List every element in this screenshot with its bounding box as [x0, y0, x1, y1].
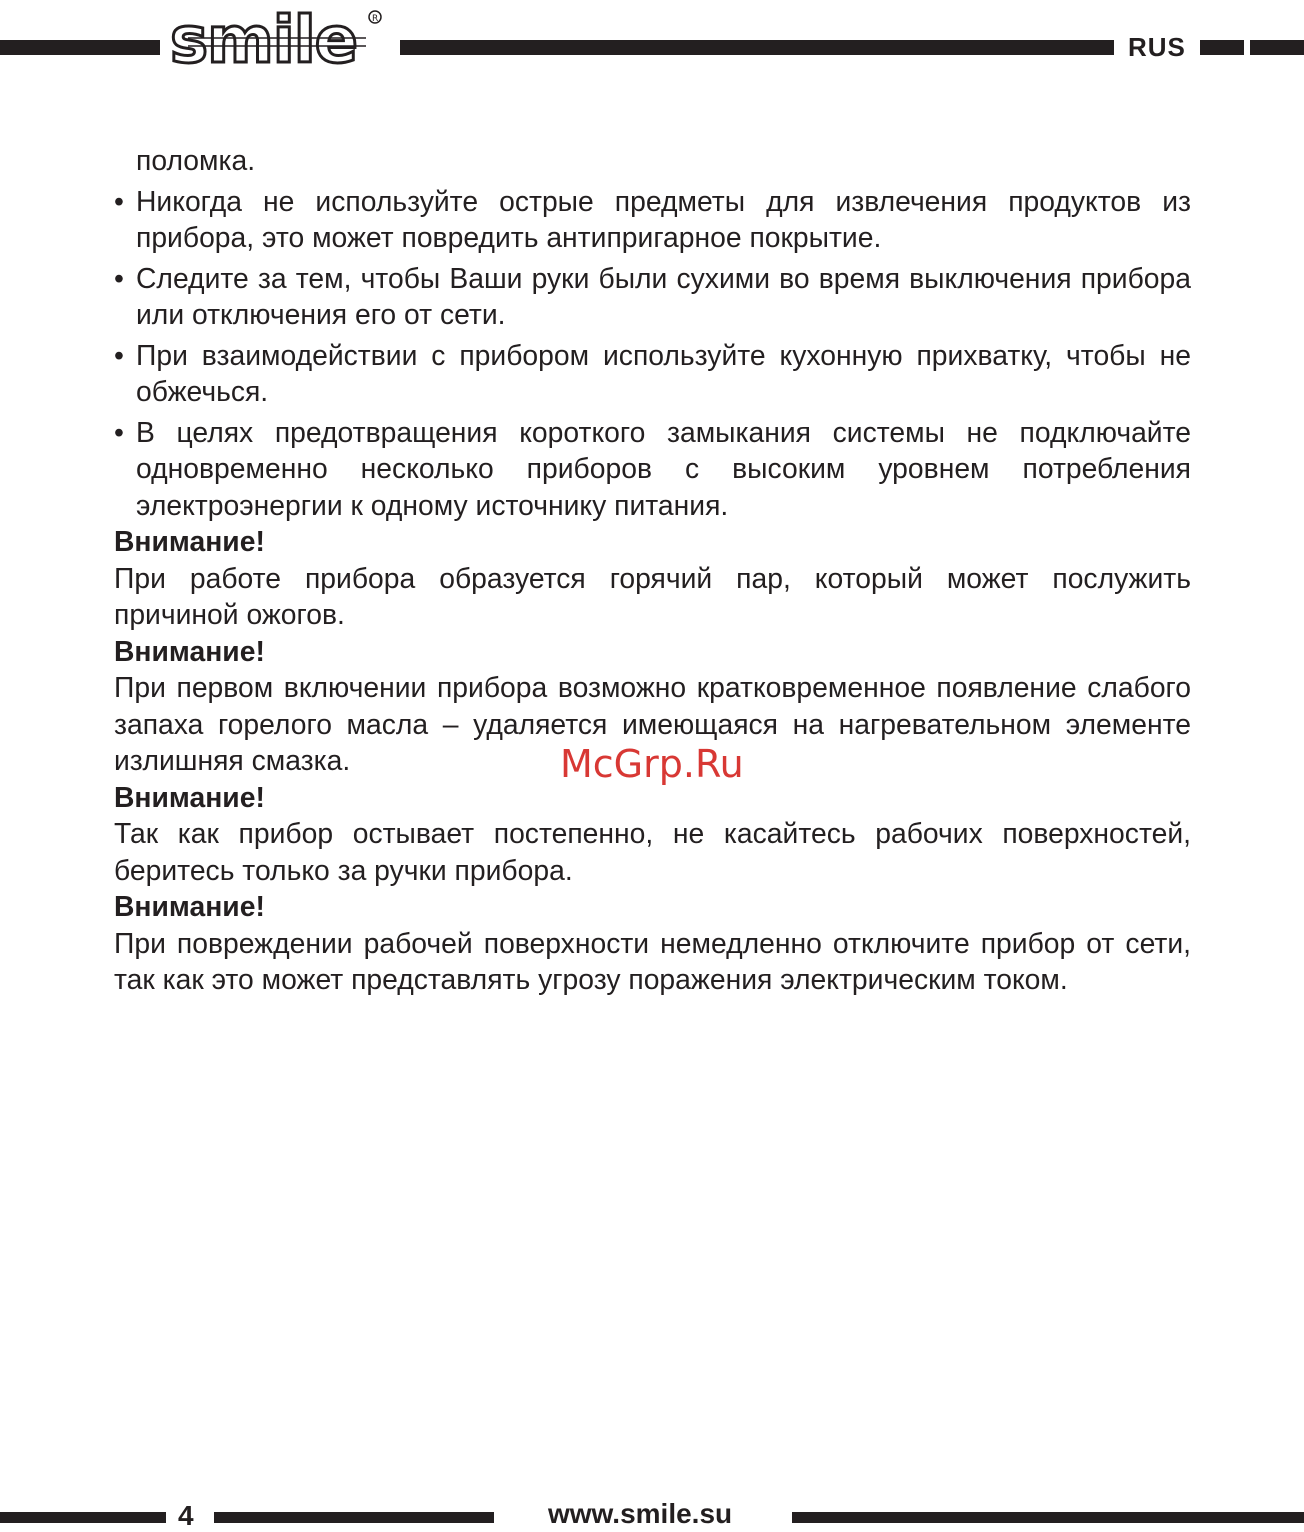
header-bar-middle — [400, 40, 1114, 55]
warning-text: При первом включении прибора возможно кратковременное появление слабого запаха горелого масла – удаляется имеющаяся на нагревательном элементе излишняя смазка. — [114, 671, 1191, 776]
page-number: 4 — [178, 1500, 194, 1531]
svg-text:smile: smile — [170, 4, 358, 70]
bullet-dot: • — [114, 338, 124, 371]
bullet-item: • В целях предотвращения короткого замыкания системы не подключайте одновременно несколько приборов с высоким уровнем потребления электроэнергии к одному источнику питания. — [114, 415, 1191, 521]
warning-heading: Внимание! — [114, 780, 265, 813]
warning-heading: Внимание! — [114, 890, 265, 922]
footer-bar-right — [792, 1512, 1304, 1523]
bullet-item: • Следите за тем, чтобы Ваши руки были сухими во время выключения прибора или отключения его от сети. — [114, 261, 1191, 330]
header-bar-right-2 — [1250, 40, 1304, 55]
warning-heading: Внимание! — [114, 525, 265, 557]
page-content — [114, 142, 1191, 998]
website-link[interactable]: www.smile.su — [548, 1498, 733, 1529]
header-bar-left — [0, 40, 160, 55]
smile-logo — [168, 0, 386, 70]
warning-text: При работе прибора образуется горячий пар, который может послужить причиной ожогов. — [114, 561, 1191, 630]
bullet-item: • При взаимодействии с прибором используйте кухонную прихватку, чтобы не обжечься. — [114, 338, 1191, 407]
bullet-dot: • — [114, 415, 124, 448]
bullet-item: • Никогда не используйте острые предметы для извлечения продуктов из прибора, это может повредить антипригарное покрытие. — [114, 184, 1191, 253]
header-bar-right-1 — [1200, 40, 1244, 55]
warning-text: При повреждении рабочей поверхности немедленно отключите прибор от сети, так как это может представлять угрозу поражения электрическим током. — [114, 926, 1191, 995]
watermark: McGrp.Ru — [560, 742, 744, 786]
bullet-dot: • — [114, 184, 124, 217]
svg-text:R: R — [372, 14, 379, 24]
warning-text: Так как прибор остывает постепенно, не касайтесь рабочих поверхностей, беритесь только за ручки прибора. — [114, 817, 1191, 886]
language-label: RUS — [1128, 32, 1186, 62]
footer-bar-left — [0, 1512, 166, 1523]
continuation-text: поломка. — [136, 144, 256, 176]
bullet-dot: • — [114, 261, 124, 294]
warning-heading: Внимание! — [114, 634, 265, 667]
footer-bar-middle — [214, 1512, 494, 1523]
